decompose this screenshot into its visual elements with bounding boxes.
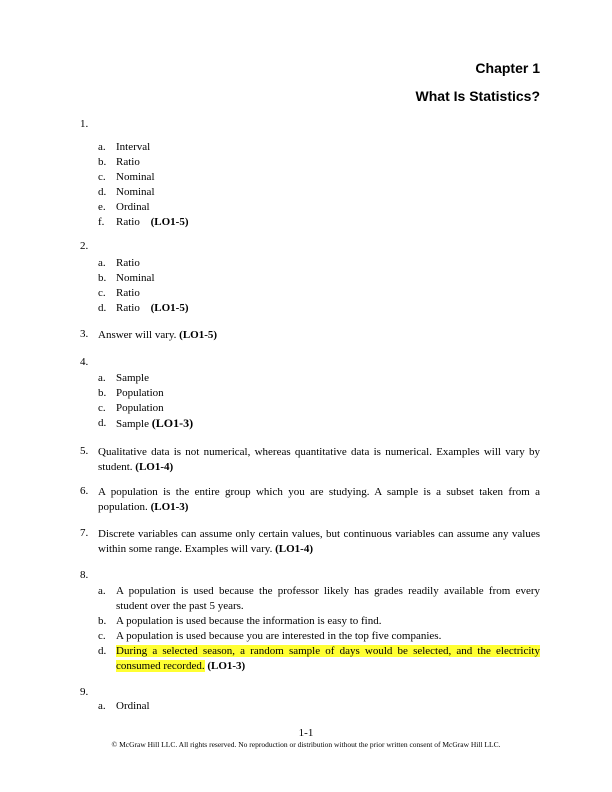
list-item: [98, 386, 540, 401]
item-letter: a.: [98, 141, 106, 153]
learning-objective: (LO1-3): [151, 416, 194, 430]
item-text: Nominal: [116, 171, 155, 183]
learning-objective: (LO1-5): [179, 329, 218, 341]
question-number: 9.: [80, 686, 89, 698]
item-text: Sample: [116, 418, 149, 430]
answer-text: A population is the entire group which you are studying. A sample is a subset taken from a population.: [98, 486, 540, 513]
list-item: [98, 140, 540, 155]
list-item: [98, 629, 540, 644]
list-item: [98, 401, 540, 416]
item-letter: c.: [98, 402, 106, 414]
question-number: 7.: [80, 527, 89, 539]
learning-objective: (LO1-4): [135, 461, 174, 473]
item-text: Ratio: [116, 216, 140, 228]
item-letter: f.: [98, 216, 105, 228]
list-item: [98, 155, 540, 170]
question-2-answers: [98, 256, 540, 316]
question-number: 1.: [80, 118, 89, 130]
item-letter: b.: [98, 387, 107, 399]
item-letter: d.: [98, 645, 107, 657]
item-text: Population: [116, 402, 164, 414]
item-text: A population is used because the professor likely has grades readily available from every student over the past 5 years.: [116, 585, 540, 612]
question-1-answers: [98, 140, 540, 230]
learning-objective: (LO1-3): [207, 660, 246, 672]
learning-objective: (LO1-5): [150, 216, 189, 228]
question-7: [80, 527, 540, 557]
item-letter: a.: [98, 372, 106, 384]
item-text: Ordinal: [116, 700, 150, 712]
question-5: [80, 445, 540, 475]
question-number: 3.: [80, 328, 89, 340]
item-letter: e.: [98, 201, 106, 213]
list-item: [98, 286, 540, 301]
item-letter: c.: [98, 287, 106, 299]
highlighted-answer-text: During a selected season, a random sample of days would be selected, and the electricity consumed recorded.: [116, 645, 540, 672]
item-text: A population is used because you are interested in the top five companies.: [116, 630, 442, 642]
question-6: [80, 485, 540, 515]
list-item: [98, 200, 540, 215]
chapter-title: What Is Statistics?: [415, 88, 540, 104]
question-number: 8.: [80, 569, 89, 581]
item-text: Ratio: [116, 257, 140, 269]
learning-objective: (LO1-4): [275, 543, 313, 555]
item-text: Nominal: [116, 186, 155, 198]
list-item: [98, 256, 540, 271]
item-letter: d.: [98, 186, 107, 198]
question-number: 5.: [80, 445, 89, 457]
item-letter: b.: [98, 156, 107, 168]
question-8-answers: [98, 584, 540, 674]
list-item: [98, 371, 540, 386]
list-item: [98, 185, 540, 200]
question-number: 6.: [80, 485, 89, 497]
item-text: Nominal: [116, 272, 155, 284]
item-letter: d.: [98, 302, 107, 314]
answer-text: Answer will vary.: [98, 329, 177, 341]
item-text: Ordinal: [116, 201, 150, 213]
question-9-answers: [98, 699, 540, 714]
learning-objective: (LO1-5): [150, 302, 189, 314]
item-letter: a.: [98, 700, 106, 712]
item-letter: c.: [98, 630, 106, 642]
answer-text: Qualitative data is not numerical, whereas quantitative data is numerical. Examples will vary by student.: [98, 446, 540, 473]
item-text: A population is used because the information is easy to find.: [116, 615, 382, 627]
learning-objective: (LO1-3): [150, 501, 189, 513]
item-letter: b.: [98, 615, 107, 627]
question-number: 4.: [80, 356, 89, 368]
list-item: [98, 170, 540, 185]
question-4-answers: [98, 371, 540, 432]
chapter-heading: Chapter 1: [475, 60, 540, 76]
list-item: [98, 644, 540, 674]
list-item: [98, 215, 540, 230]
item-letter: d.: [98, 417, 107, 429]
question-number: 2.: [80, 240, 89, 252]
item-letter: a.: [98, 257, 106, 269]
page-number: 1-1: [298, 727, 314, 739]
question-3: [80, 328, 540, 343]
item-text: Sample: [116, 372, 149, 384]
list-item: [98, 699, 540, 714]
item-text: Population: [116, 387, 164, 399]
item-text: Interval: [116, 141, 151, 153]
item-letter: a.: [98, 585, 106, 597]
list-item: [98, 614, 540, 629]
list-item: [98, 584, 540, 614]
copyright-notice: © McGraw Hill LLC. All rights reserved. No reproduction or distribution without the prior written consent of McGraw Hill LLC.: [111, 740, 501, 749]
item-text: Ratio: [116, 302, 140, 314]
list-item: [98, 416, 540, 432]
list-item: [98, 271, 540, 286]
item-letter: b.: [98, 272, 107, 284]
list-item: [98, 301, 540, 316]
answer-text: Discrete variables can assume only certain values, but continuous variables can assume any values within some range. Examples will vary.: [98, 528, 540, 555]
item-text: Ratio: [116, 287, 140, 299]
item-letter: c.: [98, 171, 106, 183]
item-text: Ratio: [116, 156, 140, 168]
